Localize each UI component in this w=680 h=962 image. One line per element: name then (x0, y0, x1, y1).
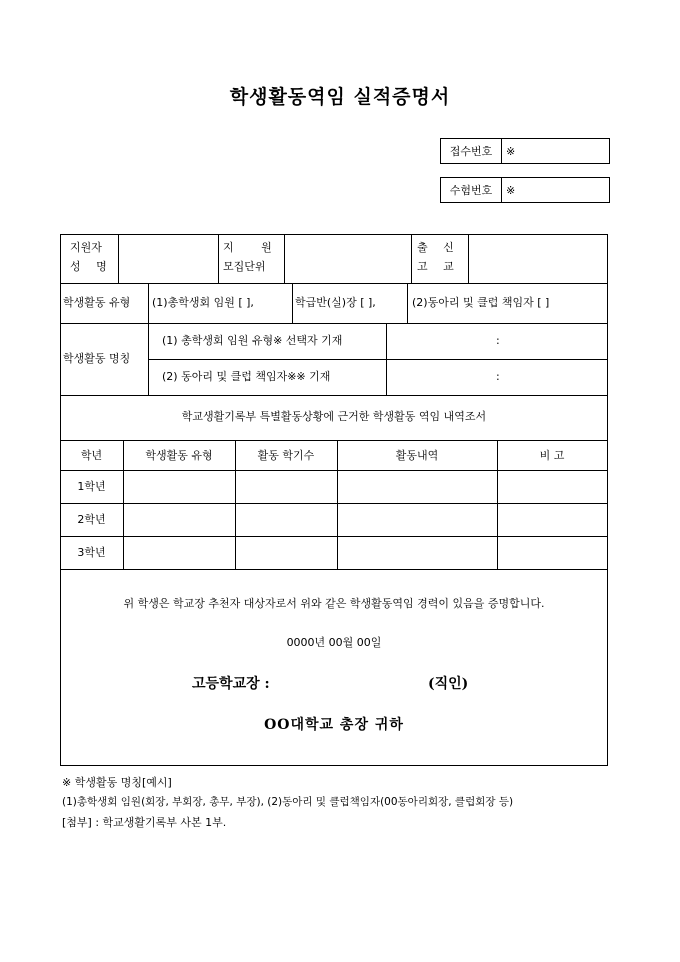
activity-name-line2: (2) 동아리 및 클럽 책임자※※ 기재 (162, 370, 331, 383)
header-remarks: 비 고 (539, 449, 565, 462)
certify-date: 0000년 00월 00일 (286, 636, 382, 649)
activity-name-label: 학생활동 명칭 (63, 352, 131, 365)
principal-label: 고등학교장 : (192, 676, 270, 692)
exam-number-label: 수험번호 (441, 178, 502, 202)
activity-type-option-council[interactable]: (1)총학생회 임원 [ ], (152, 296, 254, 309)
unit-field[interactable] (286, 236, 409, 281)
certify-statement: 위 학생은 학교장 추천자 대상자로서 위와 같은 학생활동역임 경력이 있음을 증명합니다. (123, 597, 545, 610)
receipt-number-field[interactable]: ※ (506, 144, 516, 158)
header-details: 활동내역 (395, 449, 439, 462)
activity-type-label: 학생활동 유형 (63, 296, 131, 309)
unit-label-2: 모집단위 (223, 260, 266, 273)
receipt-number-label: 접수번호 (441, 139, 502, 163)
header-activity-type: 학생활동 유형 (145, 449, 213, 462)
note-example-heading: ※ 학생활동 명칭[예시] (62, 776, 172, 789)
school-label-1: 출 신 (417, 241, 460, 254)
school-field[interactable] (470, 236, 605, 281)
table-row-grade-2: 2학년 (77, 513, 106, 526)
exam-number-field[interactable]: ※ (506, 183, 516, 197)
table-row-grade-3: 3학년 (77, 546, 106, 559)
unit-label-1: 지 원 (223, 241, 284, 254)
activity-name-line2-value[interactable]: : (496, 370, 500, 383)
activity-type-option-club[interactable]: (2)동아리 및 클럽 책임자 [ ] (412, 296, 550, 309)
applicant-name-field[interactable] (120, 236, 216, 281)
activity-name-line1: (1) 총학생회 임원 유형※ 선택자 기재 (162, 334, 343, 347)
document-title: 학생활동역임 실적증명서 (229, 86, 451, 108)
note-attachment: [첨부] : 학교생활기록부 사본 1부. (62, 816, 227, 829)
note-example-detail: (1)총학생회 임원(회장, 부회장, 총무, 부장), (2)동아리 및 클럽책임자(00동아리회장, 클럽회장 등) (62, 796, 514, 808)
header-grade: 학년 (80, 449, 103, 462)
applicant-label-1: 지원자 (70, 241, 102, 254)
activity-type-option-class[interactable]: 학급반(실)장 [ ], (295, 296, 376, 309)
school-label-2: 고 교 (417, 260, 460, 273)
seal-mark: (직인) (428, 676, 469, 692)
activity-name-line1-value[interactable]: : (496, 334, 500, 347)
table-row-grade-1: 1학년 (77, 480, 106, 493)
applicant-label-2: 성 명 (70, 260, 113, 273)
recipient: OO대학교 총장 귀하 (264, 717, 404, 733)
section-heading: 학교생활기록부 특별활동상황에 근거한 학생활동 역임 내역조서 (181, 410, 487, 423)
header-semesters: 활동 학기수 (257, 449, 315, 462)
